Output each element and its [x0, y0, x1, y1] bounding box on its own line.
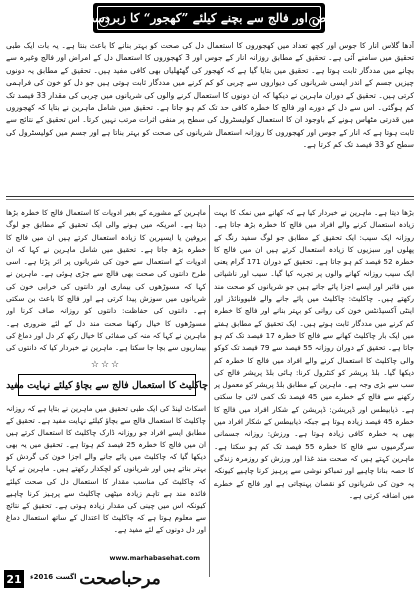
page-footer	[4, 568, 416, 590]
column-divider	[209, 205, 210, 577]
issue-date: اگست 2016ء	[30, 573, 77, 581]
box-heading	[6, 374, 208, 396]
intro-paragraph: آدھا گلاس انار کا جوس اور کچھ تعداد میں کھجوروں کا استعمال دل کی صحت کو بہتر بنانے کا باعث بنتا ہے۔ یہ بات ایک طبی تحقیق میں سامنے آئی ہے۔ تحقیق کے مطابق روزانہ انار کے جوس اور 3 کھجوروں کا استعمال دل کے امراض اور فالج وغیرہ سے بچانے میں مددگار ثابت ہوتا ہے۔ تحقیق میں بتایا گیا ہے کہ کھجور کی گھٹھلیاں بھی کافی مفید ہیں۔ تحقیق کے مطابق یہ دونوں چیزیں جسم کے اندر ایسی شریانوں کی دیواروں سے چربی کو کم کرنے میں مددگار ثابت ہوتی ہیں جو دل کو خون کی فراہمی کرتی ہیں۔ تحقیق کے دوران ماہرین نے دیکھا کہ ان دونوں کا استعمال کرنے والوں کی شریانوں میں چربی کی مقدار 33 فیصد تک کم ہوگئی۔ اس سے دل کے دورے اور فالج کا خطرہ کافی حد تک کم ہو جاتا ہے۔ تحقیق میں شامل ماہرین نے بتایا کہ کھجوروں میں قدرتی مٹھاس ہونے کے باوجود ان کا استعمال کولیسٹرول کی سطح پر منفی اثرات مرتب نہیں کرتا۔ اس تحقیق کے نتائج سے ثابت ہوتا ہے کہ انار کے جوس اور کھجوروں کا روزانہ استعمال شریانوں کی صحت کو بہتر بناتا ہے اور جسم میں کولیسٹرول کی سطح کو 33 فیصد تک کم کرتا ہے۔	[6, 41, 414, 150]
divider-top-thin	[6, 199, 414, 200]
box-body-text: اسکاٹ لینڈ کی ایک طبی تحقیق میں ماہرین نے بتایا ہے کہ روزانہ چاکلیٹ کا استعمال فالج سے بچاؤ کیلئے نہایت مفید ہے۔ تحقیق کے مطابق ایسے افراد جو روزانہ ڈارک چاکلیٹ کا استعمال کرتے ہیں ان میں فالج کا خطرہ 25 فیصد کم ہوتا ہے۔ تحقیق میں یہ بھی دیکھا گیا کہ چاکلیٹ میں پائے جانے والے اجزا خون کی گردش کو بہتر بناتے ہیں اور شریانوں کو لچکدار رکھتے ہیں۔ ماہرین نے کہا کہ چاکلیٹ کی مناسب مقدار کا استعمال دل کی صحت کیلئے فائدہ مند ہے تاہم زیادہ میٹھی چاکلیٹ سے پرہیز کرنا چاہیے کیونکہ اس میں چینی کی مقدار زیادہ ہوتی ہے۔ تحقیق کے نتائج سے معلوم ہوتا ہے کہ چاکلیٹ کا اعتدال کے ساتھ استعمال دماغ اور دل دونوں کے لئے مفید ہے۔	[6, 404, 206, 534]
headline-banner	[36, 3, 382, 33]
column-left-text: ماہرین کے مشورے کے بغیر ادویات کا استعمال فالج کا خطرہ بڑھا دیتا ہے۔ امریکہ میں ہونے والی ایک تحقیق کے مطابق جو لوگ بروفین یا ایسپرین کا زیادہ استعمال کرتے ہیں ان میں فالج کا خطرہ بڑھ جاتا ہے۔ تحقیق میں شامل ماہرین نے کہا کہ ان ادویات کے استعمال سے خون کی شریانوں پر اثر پڑتا ہے۔ اسی طرح دانتوں کی صحت بھی فالج سے جڑی ہوئی ہے۔ ماہرین نے کہا کہ مسوڑھوں کی بیماری اور دانتوں کی خرابی خون کی شریانوں میں سوزش پیدا کرتی ہے اور فالج کا باعث بن سکتی ہے۔ دانتوں کی حفاظت: دانتوں کو روزانہ صاف کرنا اور مسوڑھوں کا خیال رکھنا صحت مند دل کے لئے ضروری ہے۔ ماہرین نے کہا کہ منہ کی صفائی کا خیال رکھ کر دل اور دماغ کی بیماریوں سے بچا جا سکتا ہے۔ ماہرین نے خبردار کیا کہ دانتوں کی	[6, 208, 206, 353]
section-separator-stars: ☆☆☆	[90, 360, 122, 370]
flourish-right-icon	[309, 17, 319, 27]
box-title: چاکلیٹ کا استعمال فالج سے بچاؤ کیلئے نہایت مفید	[6, 379, 208, 391]
headline-title: دل کے امراض اور فالج سے بچنے کیلئے ”کھجور“ کا زبردست استعمال	[36, 11, 382, 25]
magazine-logo: مرحباصحت	[79, 569, 161, 589]
website-url: www.marhabasehat.com	[109, 554, 200, 562]
divider-top	[6, 196, 414, 197]
column-right-text: بڑھا دیتا ہے۔ ماہرین نے خبردار کیا ہے کہ کھانے میں نمک کا بہت زیادہ استعمال کرنے والے افراد میں فالج کا خطرہ بڑھ جاتا ہے۔ روزانہ ایک سیب: ایک تحقیق کے مطابق جو لوگ سفید رنگ کے پھلوں اور سبزیوں کا زیادہ استعمال کرتے ہیں ان میں فالج کا خطرہ 52 فیصد کم ہو جاتا ہے۔ تحقیق کے دوران 171 گرام یعنی ایک سیب روزانہ کھانے والوں پر تجربہ کیا گیا۔ سیب اور ناشپاتی میں فائبر اور ایسے اجزا پائے جاتے ہیں جو شریانوں کو صحت مند رکھتے ہیں۔ چاکلیٹ: چاکلیٹ میں پائے جانے والے فلیوونائڈز اور اینٹی آکسیڈنٹس خون کی روانی کو بہتر بنانے اور فالج کا خطرہ کم کرنے میں مددگار ثابت ہوتے ہیں۔ ایک تحقیق کے مطابق ہفتے میں ایک بار چاکلیٹ کھانے سے فالج کا خطرہ 17 فیصد تک کم ہو جاتا ہے۔ تحقیق کے دوران روزانہ 55 فیصد سے 79 فیصد تک کوکو والی چاکلیٹ کا استعمال کرنے والے افراد میں فالج کا خطرہ کم دیکھا گیا۔ بلڈ پریشر کو کنٹرول کرنا: ہائی بلڈ پریشر فالج کی سب سے بڑی وجہ ہے۔ ماہرین کے مطابق بلڈ پریشر کو معمول پر رکھنے سے فالج کے خطرے میں 45 فیصد تک کمی لائی جا سکتی ہے۔ ذیابیطس اور ڈپریشن: ڈپریشن کے شکار افراد میں فالج کا خطرہ 45 فیصد زیادہ ہوتا ہے جبکہ ذیابیطس کے شکار افراد میں بھی یہ خطرہ کافی زیادہ ہوتا ہے۔ ورزش: روزانہ جسمانی سرگرمیوں سے فالج کا خطرہ 55 فیصد تک کم ہو سکتا ہے۔ ماہرین کہتے ہیں کہ صحت مند غذا اور ورزش کو روزمرہ زندگی کا حصہ بنانا چاہیے اور تمباکو نوشی سے پرہیز کرنا چاہیے کیونکہ یہ خون کی شریانوں کو نقصان پہنچاتی ہے اور فالج کے خطرے میں اضافہ کرتی ہے۔	[214, 208, 414, 500]
page-number: 21	[4, 570, 24, 588]
